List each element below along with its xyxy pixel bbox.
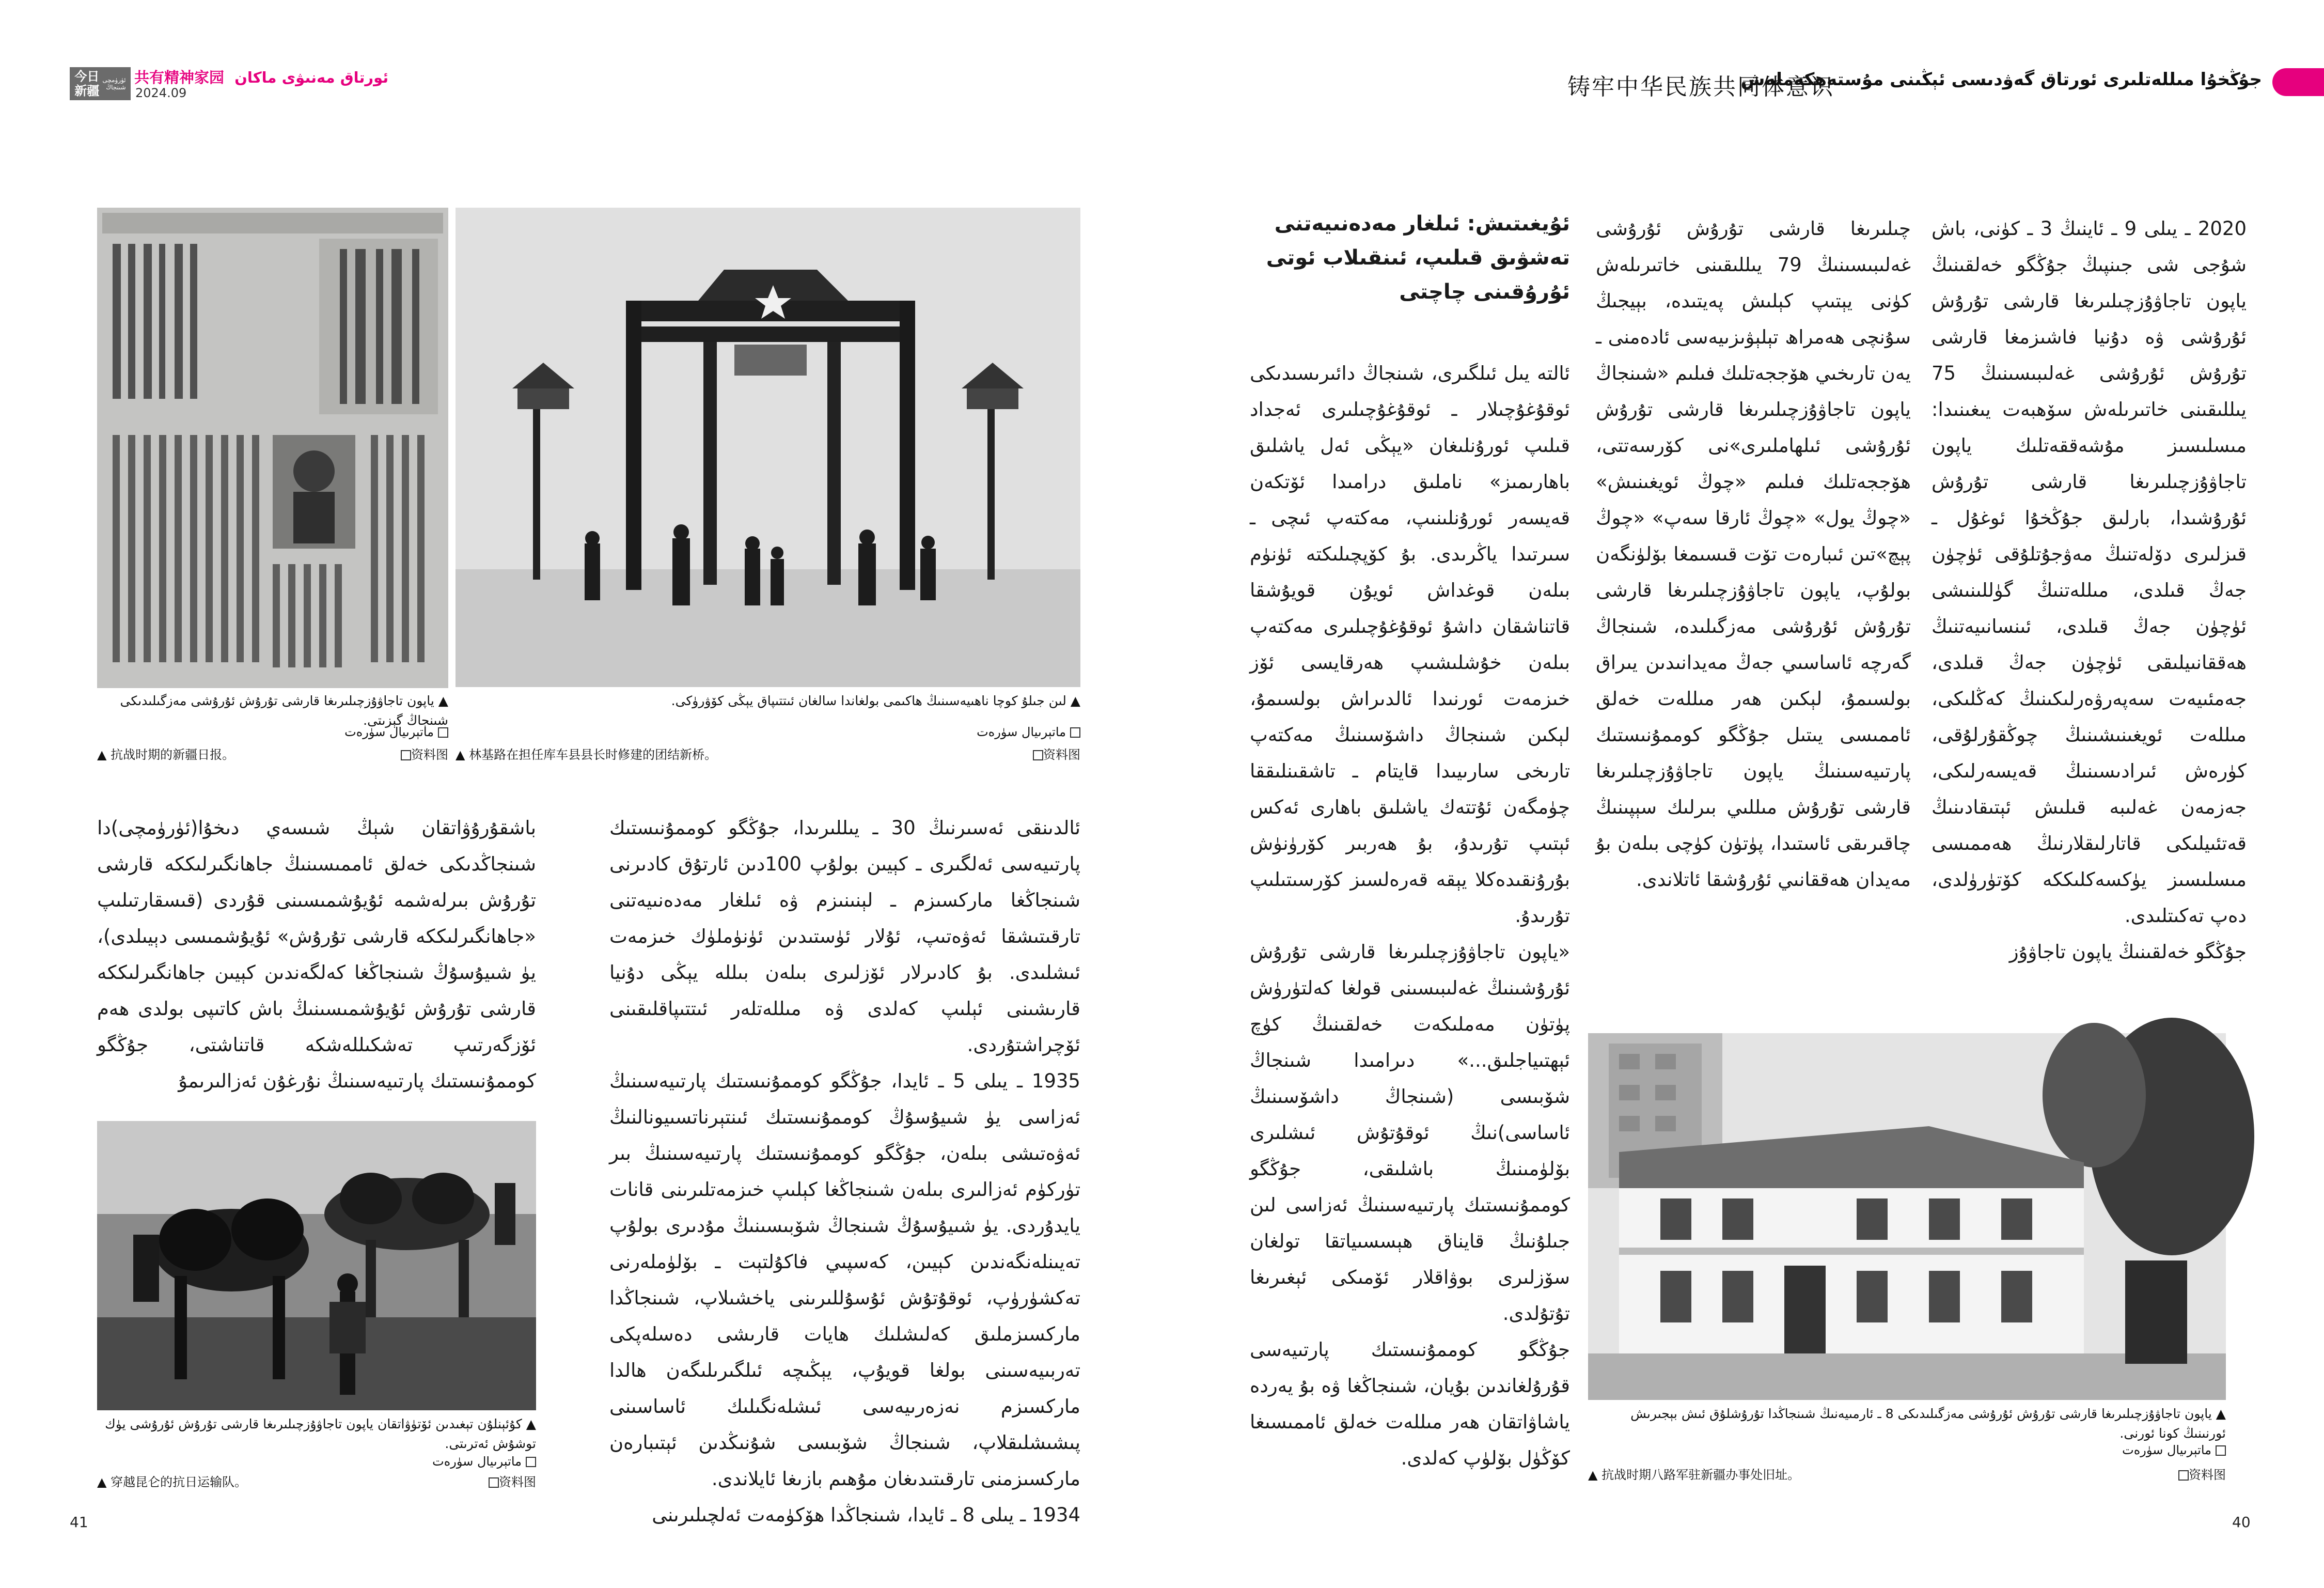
- caption-bridge-zh: ▲ 林基路在担任库车县县长时修建的团结新桥。: [456, 748, 717, 762]
- caption-camels-credit-row: [97, 1453, 536, 1470]
- left-page-column-a: ئالدىنقى ئەسىرنىڭ 30 ـ يىللىرىدا، جۇڭگو كوممۇنىستىك پارتىيەسى ئەلگىرى ـ كېيىن بولۇپ 100دىن ئارتۇق كادىرنى شىنجاڭغا ماركسىزم ـ لېنىنىزم ۋە ئىلغار مەدەنىيەتنى تارقىتىشقا ئەۋەتىپ، ئۇلار ئۈستىدىن ئۈنۈملۈك خىزمەت ئىشلىدى. بۇ كادىرلار ئۆزلىرى بىلەن بىللە يېڭى دۇنيا قارىشىنى ئېلىپ كەلدى ۋە مىللەتلەر ئىتتىپاقلىقىنى ئۆچراشتۇردى. 1935 ـ يىلى 5 ـ ئايدا، جۇڭگو كوممۇنىستىك پارتىيەسىنىڭ ئەزاسى يۈ شىيۇسۇڭ كوممۇنىستىك ئىنتېرناتسىيونالنىڭ ئەۋەتىشى بىلەن، جۇڭگو كوممۇنىستىك پارتىيەسىنىڭ بىر تۈركۈم ئەزالىرى بىلەن شىنجاڭغا كېلىپ خىزمەتلىرىنى قانات يايدۇردى. يۈ شىيۇسۇڭ شىنجاڭ شۆبىسىنىڭ مۇدىرى بولۇپ تەيىنلەنگەندىن كېيىن، كەسپىي فاكۇلتېت ـ بۆلۈملەرنى تەكشۈرۈپ، ئوقۇتۇش ئۇسۇللىرىنى ياخشىلاپ، شىنجاڭدا ماركسىزملىق كەلىشلىك ھايات قارىشى دەسلەپكى تەربىيەسىنى بولغا قويۇپ، يېڭىچە ئىلگىرىلىگەن ھالدا ماركسىزم نەزەرىيەسى ئىشلەنگىلىك ئاساسىنى پىشىشلىقلاپ، شىنجاڭ شۆبىسى شۇنىڭدىن ئېتىبارەن ماركسىزمنى تارقىتىدىغان مۇھىم بازىغا ئايلاندى. 1934 ـ يىلى 8 ـ ئايدا، شىنجاڭدا ھۆكۈمەت ئەلچىلىرىنى: [609, 817, 1080, 1526]
- caption-bridge-credit-row: [456, 723, 1080, 741]
- camel-icon: [97, 1121, 536, 1410]
- right-page-column-2: چىلىرىغا قارشى تۇرۇش ئۇرۇشى غەلىبىسىنىڭ 79 يىللىقىنى خاتىرىلەش كۈنى يېتىپ كېلىش پەيتىدە، بېيجىڭ سۇنچى ھەمراھ تېلېۋىزىيەسى ئادەمنى ـ يەن تارىخىي ھۆججەتلىك فىلىم «شىنجاڭ ياپون تاجاۋۇزچىلىرىغا قارشى تۇرۇش ئۇرۇشى ئىلھاملىرى»نى كۆرسەتتى، ھۆججەتلىك فىلىم «چوڭ ئويغىنىش» «چوڭ يول» «چوڭ ئارقا سەپ» «چوڭ پېچ»تىن ئىبارەت تۆت قىسىمغا بۆلۈنگەن بولۇپ، ياپون تاجاۋۇزچىلىرىغا قارشى تۇرۇش ئۇرۇشى مەزگىلىدە، شىنجاڭ گەرچە ئاساسىي جەڭ مەيدانىدىن يىراق بولسىمۇ، لېكىن ھەر مىللەت خەلق ئاممىسى يىتىل جۇڭگو كوممۇنىستىك پارتىيەسىنىڭ ياپون تاجاۋۇزچىلىرىغا قارشى تۇرۇش مىللىي بىرلىك سېپىنىڭ چاقىرىقى ئاستىدا، پۈتۈن كۈچى بىلەن بۇ مەيدان ھەققانىي ئۇرۇشقا ئاتلاندى.: [1596, 217, 1911, 891]
- photo-credit-ug: ماتېرىيال سۈرەت: [344, 723, 448, 741]
- running-title-zh: 铸牢中华民族共同体意识: [1567, 74, 1834, 100]
- newspaper-photo: [97, 208, 448, 688]
- logo-top-text: 今日: [74, 69, 100, 84]
- running-title-ug: جۇڭخۇا مىللەتلىرى ئورتاق گەۋدىسى ئېڭىنى مۇستەھكەملەش: [1740, 69, 2262, 90]
- magazine-logo: [70, 67, 131, 100]
- section-title: [134, 66, 388, 87]
- caption-newspaper-credit-row: [97, 723, 448, 741]
- caption-building-ug: ▲ ياپون تاجاۋۇزچىلىرىغا قارشى تۇرۇش ئۇرۇشى مەزگىلىدىكى 8 ـ ئارمىيەنىڭ شىنجاڭدا تۇرۇشلۇق ئىش بېجىرىش ئورنىنىڭ كونا ئورنى.: [1630, 1406, 2226, 1441]
- caption-camels-zh: ▲ 穿越昆仑的抗日运输队。: [97, 1475, 247, 1489]
- photo-credit-zh: 资料图: [1029, 748, 1080, 762]
- caption-newspaper-zh: ▲ 抗战时期的新疆日报。: [97, 748, 235, 762]
- logo-bottom-text: 新疆: [74, 84, 100, 98]
- caption-camels-ug: ▲ كۇئېنلۇن تېغىدىن ئۆتۈۋاتقان ياپون تاجاۋۇزچىلىرىغا قارشى تۇرۇش ئۇرۇشى يۈك توشۇش ئەترىتى.: [105, 1416, 536, 1451]
- article-heading: ئۇيغىتىش: ئىلغار مەدەنىيەتنى تەشۋىق قىلىپ، ئىنقىلاب ئوتى ئۇرۇقىنى چاچتى: [1266, 212, 1570, 304]
- photo-credit-zh: 资料图: [2174, 1468, 2226, 1482]
- bridge-photo: [456, 208, 1080, 687]
- caption-bridge-zh-row: [456, 746, 1080, 764]
- caption-newspaper-ug: ▲ ياپون تاجاۋۇزچىلىرىغا قارشى تۇرۇش ئۇرۇشى مەزگىلىدىكى شىنجاڭ گېزىتى.: [120, 693, 448, 728]
- logo-side-text-2: شىنجاڭ: [106, 84, 126, 91]
- section-title-ug: ئورتاق مەنىۋى ماكان: [234, 69, 389, 86]
- building-photo: [1588, 1033, 2226, 1400]
- photo-credit-zh: 资料图: [397, 748, 448, 762]
- caption-building-credit-row: [1588, 1441, 2226, 1459]
- gate-bridge-icon: [456, 208, 1080, 687]
- right-page-column-1: 2020 ـ يىلى 9 ـ ئاينىڭ 3 ـ كۈنى، باش شۇجى شى جىنپىڭ جۇڭگو خەلقىنىڭ ياپون تاجاۋۇزچىلىرىغا قارشى تۇرۇش ئۇرۇشى ۋە دۇنيا فاشىزمغا قارشى تۇرۇش ئۇرۇشى غەلىبىسىنىڭ 75 يىللىقىنى خاتىرىلەش سۆھبەت يىغىنىدا: مىسلىسىز مۇشەققەتلىك ياپون تاجاۋۇزچىلىرىغا قارشى تۇرۇش ئۇرۇشىدا، بارلىق جۇڭخۇا ئوغۇل ـ قىزلىرى دۆلەتنىڭ مەۋجۇتلۇقى ئۈچۈن جەڭ قىلدى، مىللەتنىڭ گۈللىنىشى ئۈچۈن جەڭ قىلدى، ئىنسانىيەتنىڭ ھەققانىيلىقى ئۈچۈن جەڭ قىلدى، جەمئىيەت سەپەرۋەرلىكىنىڭ كەڭلىكى، مىللەت ئويغىنىشىنىڭ چوڭقۇرلۇقى، كۈرەش ئىرادىسىنىڭ قەيسەرلىكى، جەزمەن غەلىبە قىلىش ئېتىقادىنىڭ قەتئىيلىكى قاتارلىقلارنىڭ ھەممىسى مىسلىسىز يۈكسەكلىككە كۆتۈرۈلدى، دەپ تەكىتلىدى. جۇڭگو خەلقىنىڭ ياپون تاجاۋۇز: [1932, 217, 2247, 963]
- caption-building-zh-row: [1588, 1466, 2226, 1484]
- issue-date: 2024.09: [135, 86, 187, 100]
- caption-building-zh: ▲ 抗战时期八路军驻新疆办事处旧址。: [1588, 1468, 1800, 1482]
- logo-side-text-1: ئۈرۈمچى: [102, 76, 126, 84]
- photo-credit-ug: ماتېرىيال سۈرەت: [2122, 1441, 2226, 1459]
- photo-credit-zh: 资料图: [484, 1475, 536, 1489]
- page-number-right: 40: [2232, 1514, 2251, 1531]
- building-icon: [1588, 1033, 2226, 1400]
- caption-camels-zh-row: [97, 1473, 536, 1491]
- section-title-zh: 共有精神家园: [134, 69, 225, 86]
- right-page-column-3: ئالتە يىل ئىلگىرى، شىنجاڭ دائىرىسىدىكى ئوقۇغۇچىلار ـ ئوقۇغۇچىلىرى ئەجداد قىلىپ ئورۇنلىغان «يېڭى ئەل ياشلىق باھارىمىز» ناملىق درامىدا ئۆتكەن قەيسەر ئورۇنلىنىپ، مەكتەپ ئىچى ـ سىرتىدا ياڭرىدى. بۇ كۆپچىلىكتە ئۈنۈم بىلەن قوغداش ئويۇن قويۇشقا قاتناشقان داشۇ ئوقۇغۇچىلىرى مەكتەپ بىلەن خۇشلىشىپ ھەرقايسى ئۆز خىزمەت ئورنىدا ئالدىراش بولسىمۇ، لېكىن شىنجاڭ داشۆسىنىڭ مەكتەپ تارىخى سارىيىدا قايتام ـ تاشقىنلىققا چۈمگەن ئۇتتەك ياشلىق باھارى ئەكس ئېتىپ تۇرىدۇ، بۇ ھەربىر كۆرۈنۈش بۇرۇنقىدەكلا يېقە قەرەلسىز كۆرسىتىلىپ تۇرىدۇ. «ياپون تاجاۋۇزچىلىرىغا قارشى تۇرۇش ئۇرۇشىنىڭ غەلىبىسىنى قولغا كەلتۈرۈش پۈتۈن مەملىكەت خەلقىنىڭ كۈچ ئېھتىياجلىق...» دىرامىدا شىنجاڭ شۆبىسى (شىنجاڭ داشۆسىنىڭ ئاساسى)نىڭ ئوقۇتۇش ئىشلىرى بۆلۈمىنىڭ باشلىقى، جۇڭگو كوممۇنىستىك پارتىيەسىنىڭ ئەزاسى لىن جىلۇنىڭ قايناق ھېسسىياتقا تولغان سۆزلىرى بوۋاقلار ئۆمىكى ئېغىرىغا تۇتۇلدى. جۇڭگو كوممۇنىستىك پارتىيەسى قۇرۇلغاندىن بۇيان، شىنجاڭغا ۋە بۇ يەردە ياشاۋاتقان ھەر مىللەت خەلق ئاممىسىغا كۆڭۈل بۆلۈپ كەلدى.: [1250, 362, 1570, 1469]
- left-page-column-b: باشقۇرۇۋاتقان شېڭ شىسەي دىخۇا(ئۈرۈمچى)دا شىنجاڭدىكى خەلق ئاممىسىنىڭ جاھانگىرلىككە قارشى تۇرۇش بىرلەشمە ئۇيۇشمىسىنى قۇردى (قىسقارتىلىپ «جاھانگىرلىككە قارشى تۇرۇش» ئۇيۇشمىسى دېيىلدى)، يۈ شىيۇسۇڭ شىنجاڭغا كەلگەندىن كېيىن جاھانگىرلىككە قارشى تۇرۇش ئۇيۇشمىسىنىڭ باش كاتىپى بولدى ھەم ئۆزگەرتىپ تەشكىللەشكە قاتناشتى، جۇڭگو كوممۇنىستىك پارتىيەسىنىڭ نۇرغۇن ئەزالىرىمۇ: [97, 817, 536, 1092]
- caption-newspaper-zh-row: [97, 746, 448, 764]
- page-number-left: 41: [70, 1514, 88, 1531]
- photo-credit-ug: ماتېرىيال سۈرەت: [977, 723, 1080, 741]
- accent-tab: [2272, 68, 2324, 96]
- newspaper-icon: [97, 208, 448, 688]
- photo-credit-ug: ماتېرىيال سۈرەت: [432, 1453, 536, 1470]
- camel-caravan-photo: [97, 1121, 536, 1410]
- caption-bridge-ug: ▲ لىن جىلۇ كوچا ناھىيەسىنىڭ ھاكىمى بولغاندا سالغان ئىتتىپاق يېڭى كۆۋرۈكى.: [671, 693, 1080, 708]
